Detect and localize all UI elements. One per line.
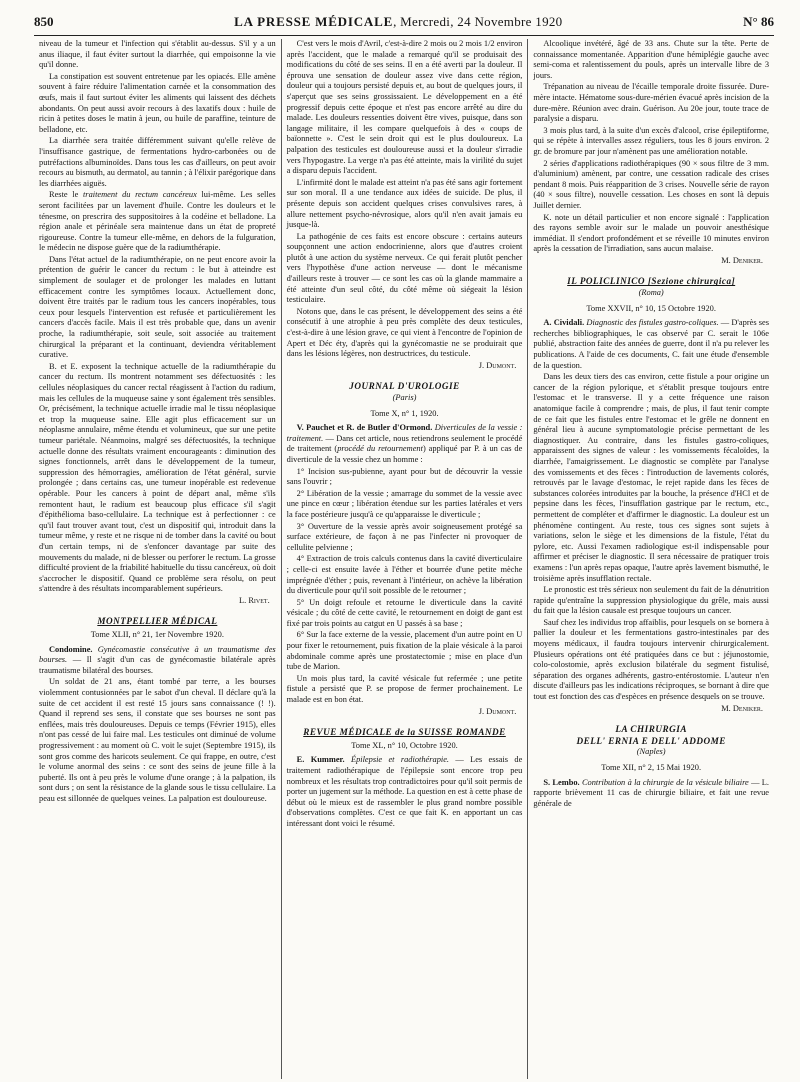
paragraph: L'infirmité dont le malade est atteint n'a pas été sans agir fortement sur son moral. Il a une tendance aux idées de suicide. De plus, il présente depuis son accident quelques crises convulsives rares, à allure nettement psycho-névrosique, alors qu'il n'en avait jamais eu jusque-là. bbox=[286, 177, 523, 230]
procedure-step: 3° Ouverture de la vessie après avoir soigneusement protégé sa surface extérieure, de façon à ne pas l'infecter ni provoquer de cellulite pelvienne ; bbox=[286, 521, 523, 552]
paragraph: 3 mois plus tard, à la suite d'un excès d'alcool, crise épileptiforme, qui se répète à intervalles assez réguliers, tous les 8 jours environ. 2 gr. de bromure par jour n'amènent pas une amélioration notable. bbox=[533, 125, 770, 156]
paragraph: Un mois plus tard, la cavité vésicale fut refermée ; une petite fistule a persisté que P. se propose de fermer prochainement. Le malade est en bon état. bbox=[286, 673, 523, 705]
article-title: Épilepsie et radiothérapie. bbox=[350, 755, 450, 765]
paragraph: B. et E. exposent la technique actuelle de la radiumthérapie du cancer du rectum. Ils montrent notamment ses défectuosités : les cellules néoplasiques du cancer rectal réagissent à l'action du radium, mais les cellules de la muqueuse saine y sont également très sensibles. Or, précisément, la technique actuelle irradie mal le tissu néoplasique et trop la muqueuse saine. Elle agit plus efficacement sur un néoplasme annulaire, même étendu et volumineux, que sur une petite tumeur pariétale. Néanmoins, malgré ses défectuosités, la technique actuelle donne des résultats vraiment encourageants : diminution des signes fonctionnels, arrêt dans le développement de la tumeur, suppression des hémorragies, amélioration de l'état général, survie prolongée ; dans certains cas, une tumeur inopérable est redevenue opérable. Pour les cancers à point de départ anal, même s'ils remontent haut, le radium est beaucoup plus efficace s'il s'agit d'épithélioma baso-cellulaire. La technique est à perfectionner : ce qu'il faut trouver avant tout, c'est un dispositif qui, introduit dans la tumeur même, y reste et ne risque ni de tomber dans la cavité ou bout d'un certain temps, ni de s'enfoncer davantage par suite des mouvements du malade, ni de blesser ou perforer le rectum. La grosse difficulté provient de la friabilité habituelle du tissu cancéreux, où doit s'accrocher le dispositif. Quand ce problème sera résolu, on peut s'attendre à des résultats incomparablement supérieurs. bbox=[39, 361, 276, 594]
procedure-step: 5° Un doigt refoule et retourne le diverticule dans la cavité vésicale ; du côté de cette cavité, le retournement en doigt de gant est fixé par trois points au catgut en U passés à sa base ; bbox=[286, 597, 523, 628]
article-author: E. Kummer. bbox=[296, 755, 345, 765]
text-run: lui-même. Les selles seront facilitées par un lavement d'huile. Contre les douleurs et le ténesme, on prescrira des suppositoires à la codéine et belladone. La région anale et périnéale sera maintenue dans un état de propreté rigoureuse. Contre la tumeur elle-même, en dehors de la fulguration, le médecin ne dispose guère que de la radiumthérapie. bbox=[39, 190, 276, 253]
journal-issue: Tome X, n° 1, 1920. bbox=[370, 408, 439, 418]
running-title bbox=[234, 14, 562, 30]
paragraph: Dans les deux tiers des cas environ, cette fistule a pour origine un cancer de la région pylorique, et s'établit presque toujours entre l'estomac et le transverse. Il y a cette fréquence une raison anatomique facile à comprendre ; mais, de plus, il faut tenir compte de ce fait que les fistules entre l'estomac et le grêle ne donnent en général lieu à aucune symptomatologie précise permettant de les diagnostiquer. Au contraire, dans les fistules gastro-coliques, apparaissent des signes de valeur : les vomissements fécaloïdes, la diarrhée, l'amaigrissement. Le diagnostic se complète par l'analyse des vomissements et des fèces : l'introduction de lavements colorés, retrouvés par le lavage d'estomac, le rejet rapide dans les fèces de substances colorées introduites par la bouche, la présence d'HCl et de pepsine dans les fèces, l'insufflation gastrique par le rectum, etc., permettent de compléter et d'affirmer le diagnostic. La douleur est un phénomène contingent. Au reste, tous ces signes sont sujets à variations, selon le siège et les dimensions de la fistule, l'état du pylore, etc. Aussi l'examen radiologique est-il indispensable pour affirmer et préciser le diagnostic. Il sera nécessaire de pratiquer trois examens : l'un après repas opaque, l'autre après lavement bismuthé, le troisième après insufflation rectale. bbox=[533, 372, 770, 583]
article-body: — Les essais de traitement radiothérapique de l'épilepsie sont encore trop peu nombreux et les résultats trop contradictoires pour qu'il soit permis de porter un jugement sur la méthode. La question en est à cette phase de début où le mieux est de rassembler le plus grand nombre possible d'observations complètes. C'est ce que fait K. en apportant un cas intéressant dont voici le résumé. bbox=[286, 755, 523, 828]
article-author: V. Pauchet et R. de Butler d'Ormond. bbox=[296, 423, 433, 433]
paragraph bbox=[39, 190, 276, 254]
journal-heading: LA CHIRURGIA bbox=[615, 724, 687, 735]
paragraph: Le pronostic est très sérieux non seulement du fait de la dénutrition rapide qu'entraîne la suppression physiologique du grêle, mais aussi du fait que la lésion causale est presque toujours un cancer. bbox=[533, 585, 770, 616]
paragraph: La pathogénie de ces faits est encore obscure : certains auteurs soupçonnent une action endocrinienne, alors que d'autres croient plutôt à une action du système nerveux. Ce qui ferait plutôt pencher vers l'hypothèse d'une action nerveuse — dont le mécanisme d'ailleurs reste à trouver — ce sont les cas où la glande mammaire a été atteinte d'un seul côté, du côté même où siégeait la lésion testiculaire. bbox=[286, 231, 523, 305]
procedure-step: 1° Incision sus-pubienne, ayant pour but de découvrir la vessie sans l'ouvrir ; bbox=[286, 466, 523, 487]
paragraph: Dans l'état actuel de la radiumthérapie, on ne peut encore avoir la prétention de guérir le cancer du rectum : le but à atteindre est simplement de soulager et de prolonger les malades en luttant efficacement contre les symptômes locaux. Actuellement donc, doivent être traités par le radium tous les cancers inopérables, tous ceux pour lesquels l'intervention est refusée et particulièrement les cancers d'accès facile. Mais il est très probable que, dans un avenir proche, la radiumthérapie, soit seule, soit associée au traitement chirurgical la préparant et la continuant, deviendra véritablement curative. bbox=[39, 254, 276, 360]
journal-issue: Tome XL, n° 10, Octobre 1920. bbox=[351, 740, 458, 750]
journal-heading: REVUE MÉDICALE de la SUISSE ROMANDE bbox=[303, 727, 506, 738]
journal-heading: JOURNAL D'UROLOGIE bbox=[349, 381, 460, 392]
paragraph: Trépanation au niveau de l'écaille temporale droite fissurée. Dure-mère intacte. Hématome sous-dure-mérien évacué après incision de la dure-mère. Réunion avec drain. Guérison. Au 20e jour, toute trace de paralysie a disparu. bbox=[533, 82, 770, 124]
signature: M. Deniker. bbox=[721, 703, 764, 713]
paragraph: 2 séries d'applications radiothérapiques (90 × sous filtre de 3 mm. d'aluminium) amènent, par contre, une cessation radicale des crises pendant 8 mois. Puis réapparition de 3 crises. Nouvelle série de rayon (40 × sous filtre), nouvelle cessation. Les choses en sont là depuis Juillet dernier. bbox=[533, 158, 770, 210]
article-abstract bbox=[533, 318, 769, 371]
article-author: S. Lembo. bbox=[543, 777, 580, 787]
paragraph: La diarrhée sera traitée différemment suivant qu'elle relève de l'insuffisance gastrique, de fermentations hydro-carbonées ou de putréfactions albuminoïdes. Dans tous les cas d'ailleurs, on peut avoir recours au bismuth, au dermatol, au tannin ; à l'élixir parégorique dans les diarrhées aiguës. bbox=[39, 136, 276, 188]
journal-issue: Tome XII, n° 2, 15 Mai 1920. bbox=[601, 763, 702, 772]
article-author: Condomine. bbox=[49, 644, 93, 654]
journal-issue: Tome XXVII, n° 10, 15 Octobre 1920. bbox=[586, 303, 716, 313]
procedure-step: 6° Sur la face externe de la vessie, placement d'un autre point en U pour fixer le retournement, puis fixation de la plaie vésicale à la paroi abdominale comme après une prostatectomie ; mise en place d'un tube de Marion. bbox=[286, 630, 523, 672]
journal-city: (Roma) bbox=[638, 288, 664, 298]
procedure-step: 4° Extraction de trois calculs contenus dans la cavité diverticulaire ; celle-ci est ensuite lavée à l'éther et bourrée d'une petite mèche imprégnée d'éther ; puis, revenant à l'intérieur, on achève la libération du diverticule pour qu'il soit possible de le retourner ; bbox=[286, 554, 523, 596]
journal-heading: MONTPELLIER MÉDICAL bbox=[97, 616, 218, 627]
journal-heading-subtitle: DELL' ERNIA E DELL' ADDOME bbox=[576, 735, 726, 746]
columns bbox=[34, 39, 774, 1079]
article-title: Gynécomastie consécutive à un traumatisme des bourses. bbox=[39, 644, 276, 665]
journal-heading: IL POLICLINICO [Sezione chirurgica] bbox=[567, 276, 736, 287]
article-body: ) appliqué par P. à un cas de diverticule de la vessie chez un homme : bbox=[286, 444, 523, 464]
article-body: — L. rapporte brièvement 11 cas de chirurgie biliaire, et fait une revue générale de bbox=[533, 777, 770, 808]
journal-issue: Tome XLII, n° 21, 1er Novembre 1920. bbox=[90, 630, 224, 640]
paragraph: Notons que, dans le cas présent, le développement des seins a été consécutif à une atrophie à peu près complète des deux testicules, c'est-à-dire à une lésion grave, ce qui vient à l'encontre de l'opinion de Apert et Déc éty, d'après qui la gynécomastie ne se produirait que dans les lésions légères, non destructrices, du testicule. bbox=[286, 306, 523, 359]
column-1 bbox=[34, 39, 281, 1079]
article-abstract bbox=[287, 755, 523, 829]
paragraph: La constipation est souvent entretenue par les opiacés. Elle amène souvent à faire réduire l'alimentation carnée et la consommation des œufs, mais il faut surtout éviter les aliments qui laissent des déchets abondants. On peut aussi avoir recours à des laxatifs doux : huile de ricin à petites doses le matin à jeun, ou huile de paraffine, teinture de belladone, etc. bbox=[39, 71, 276, 134]
paragraph: Alcoolique invétéré, âgé de 33 ans. Chute sur la tête. Perte de connaissance momentanée. Apparition d'une hémiplégie gauche avec semi-coma et ralentissement du pouls, après un intervalle libre de 3 jours. bbox=[533, 39, 770, 80]
paragraph: niveau de la tumeur et l'infection qui s'établit au-dessus. S'il y a un anus iliaque, il faut éviter surtout la diarrhée, qui empoisonne la vie qu'il donne. bbox=[39, 39, 276, 70]
signature: J. Dumont. bbox=[478, 360, 517, 370]
article-body: — Il s'agit d'un cas de gynécomastie bilatérale après traumatisme bilatéral des bourses. bbox=[39, 655, 276, 675]
text-run: Reste le bbox=[49, 190, 83, 200]
paragraph: Un soldat de 21 ans, étant tombé par terre, a les bourses violemment contusionnées par le sabot d'un cheval. Il déclare qu'à la suite de cet accident il est resté 15 jours sans connaissance (! !). Quand il reprend ses sens, il constate que ses bourses ne sont pas enflées, mais très douloureuses. Depuis ce temps (Février 1915), elles n'ont pas cessé de lui faire mal. Les testicules ont diminué de volume progressivement : au moment où C. voit le sujet (Septembre 1915), ils sont gros comme des haricots seulement. Ce qui frappe, en outre, c'est le volume anormal des seins : ce sont des seins de jeune fille à la puberté. Ils ont à peu près le volume d'une orange ; à la palpation, ils sont durs ; on sent la résistance de la glande sous le tissu cellulaire. La peau est sillonnée de quelques veines. La palpation est douloureuse. bbox=[39, 677, 276, 803]
article-abstract bbox=[39, 645, 276, 677]
article-abstract bbox=[287, 423, 523, 465]
issue-date: , Mercredi, 24 Novembre 1920 bbox=[393, 14, 563, 29]
column-2 bbox=[281, 39, 528, 1079]
emphasis: procédé du retournement bbox=[337, 444, 423, 454]
paragraph: C'est vers le mois d'Avril, c'est-à-dire 2 mois ou 2 mois 1/2 environ après l'accident, que le malade a remarqué qu'il se produisait des modifications du côté de ses seins. Il en a été averti par la douleur. Il éprouva une sensation de douleur assez vive dans cette région, douleur qui a toujours persisté depuis et, au bout de quelques jours, il s'aperçut que ses seins grossissaient. Le développement en a été progressif depuis cette époque et n'est pas encore arrêté au dire du malade. Les douleurs ressenties doivent être vives, puisque, dans son langage militaire, il les compare quelquefois à des « coups de baïonnette ». C'est le sein droit qui est le plus douloureux. La palpation des testicules est douloureuse aussi et la douleur s'irradie vers l'hypogastre. La verge n'a pas été atteinte, mais la virilité du sujet a disparu depuis l'accident. bbox=[286, 39, 523, 176]
article-abstract bbox=[533, 778, 769, 810]
article-title: Contribution à la chirurgie de la vésicule biliaire bbox=[581, 777, 749, 787]
signature: L. Rivet. bbox=[239, 595, 270, 605]
paragraph: K. note un détail particulier et non encore signalé : l'application des rayons semble avoir sur le malade un pouvoir anesthésique immédiat. Il s'endort profondément et se réveille 10 minutes environ après la cessation de l'irradiation, sans aucun malaise. bbox=[533, 212, 770, 254]
page-number: 850 bbox=[34, 14, 54, 29]
procedure-step: 2° Libération de la vessie ; amarrage du sommet de la vessie avec une pince en cœur ; libération étendue sur les parties latérales et vers la face postérieure jusqu'à ce qu'apparaisse le diverticule ; bbox=[286, 488, 523, 519]
journal-name: LA PRESSE MÉDICALE bbox=[234, 14, 394, 29]
issue-number: N° 86 bbox=[743, 14, 774, 29]
article-author: A. Cividali. bbox=[543, 318, 585, 328]
journal-city: (Naples) bbox=[636, 747, 666, 757]
page-header bbox=[34, 14, 774, 36]
column-3 bbox=[527, 39, 774, 1079]
journal-city: (Paris) bbox=[392, 393, 417, 402]
article-title: Diverticules de la vessie : traitement. bbox=[286, 423, 523, 443]
paragraph: Sauf chez les individus trop affaiblis, pour lesquels on se bornera à pallier la douleur et les fermentations gastro-intestinales par des moyens médicaux, il faudra toujours intervenir chirurgicalement. Plusieurs opérations ont été pratiquées dans ce but : jéjunostomie, colo-colostomie, après exclusion bilatérale du segment fistulisé, séparation des organes adhérents, gastro-entérostomie. L'auteur n'en discute d'ailleurs pas les indications réciproques, se bornant à dire que tout est fonction des cas d'espèces en présence desquels on se trouve. bbox=[533, 617, 770, 702]
article-body: — Dans cet article, nous retiendrons seulement le procédé de traitement ( bbox=[286, 433, 523, 454]
signature: M. Deniker. bbox=[721, 255, 764, 265]
emphasis: traitement du rectum cancéreux bbox=[82, 190, 197, 200]
article-body: — D'après ses recherches bibliographiques, le cas observé par C. serait le 106e publié, abstraction faite des années de guerre, dont il n'a pu relever les publications. A l'aide de ces documents, C. fait une étude d'ensemble de la question. bbox=[533, 318, 770, 370]
article-title: Diagnostic des fistules gastro-coliques. bbox=[586, 318, 719, 328]
signature: J. Dumont. bbox=[478, 706, 517, 716]
